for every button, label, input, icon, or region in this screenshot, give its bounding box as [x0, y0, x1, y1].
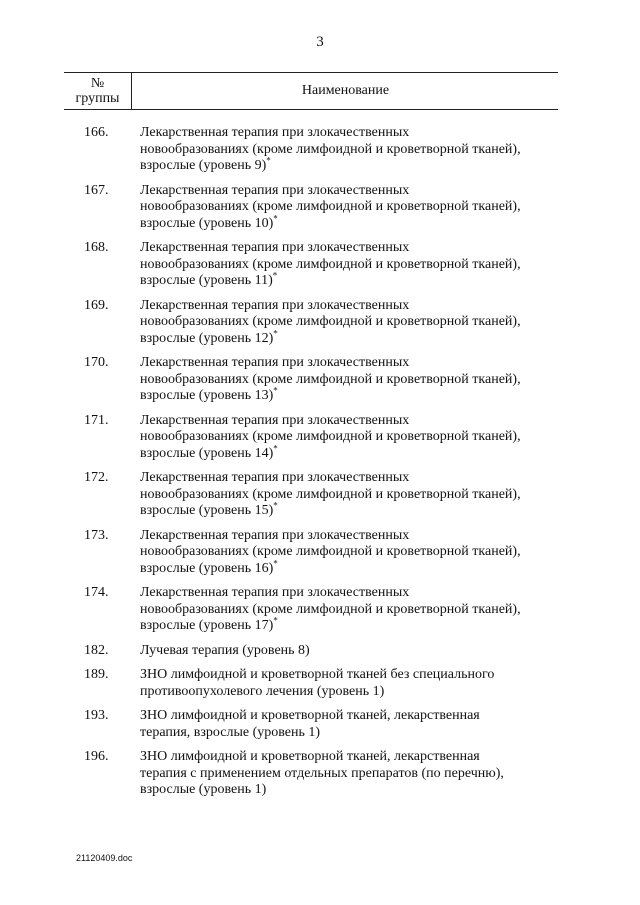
group-name: Лекарственная терапия при злокачественных новообразованиях (кроме лимфоидной и кроветворной тканей), взрослые (уровень 14): [140, 412, 521, 461]
group-name-cell: [140, 183, 558, 233]
table-row: [64, 470, 558, 520]
table-row: [64, 528, 558, 578]
group-number-column-header: № группы: [64, 73, 132, 109]
group-number: 196.: [84, 749, 109, 764]
group-name-cell: [140, 708, 558, 741]
footnote-marker: *: [272, 270, 278, 281]
name-column-header: Наименование: [301, 83, 390, 98]
group-number: 173.: [84, 527, 109, 543]
footnote-marker: *: [273, 557, 278, 568]
group-name-cell: [140, 240, 558, 290]
table-row: [64, 708, 558, 741]
footnote-marker: *: [273, 385, 278, 396]
document-filename: 21120409.doc: [76, 853, 133, 863]
table-row: [64, 667, 558, 700]
table-row: [64, 749, 558, 799]
group-name: Лекарственная терапия при злокачественных новообразованиях (кроме лимфоидной и кроветворной тканей), взрослые (уровень 17): [140, 585, 521, 633]
footnote-marker: *: [273, 327, 278, 338]
group-number: 169.: [84, 297, 109, 313]
group-name-cell: [140, 413, 558, 463]
table-row: [64, 240, 558, 290]
group-name: Лекарственная терапия при злокачественных новообразованиях (кроме лимфоидной и кроветворной тканей), взрослые (уровень 12): [140, 297, 521, 346]
group-name: Лучевая терапия (уровень 8): [140, 642, 310, 658]
group-name-cell: [140, 470, 558, 520]
group-name-cell: [140, 298, 558, 348]
group-number: 167.: [84, 182, 109, 198]
group-name-cell: [140, 585, 558, 635]
group-number: 170.: [84, 355, 109, 370]
group-name-cell: [140, 749, 558, 799]
group-name-cell: [140, 125, 558, 175]
group-name: Лекарственная терапия при злокачественных новообразованиях (кроме лимфоидной и кроветворной тканей), взрослые (уровень 16): [140, 527, 521, 576]
group-number: 168.: [84, 240, 109, 255]
group-name-cell: [140, 528, 558, 578]
table-row: [64, 125, 558, 175]
table-row: [64, 413, 558, 463]
group-name-cell: [140, 667, 558, 700]
footnote-marker: *: [273, 212, 278, 223]
table-row: [64, 298, 558, 348]
group-number: 189.: [84, 667, 109, 682]
group-name: Лекарственная терапия при злокачественных новообразованиях (кроме лимфоидной и кроветворной тканей), взрослые (уровень 10): [140, 182, 521, 231]
table-row: [64, 183, 558, 233]
group-name: Лекарственная терапия при злокачественных новообразованиях (кроме лимфоидной и кроветворной тканей), взрослые (уровень 9): [140, 125, 521, 173]
page-number: 3: [316, 34, 324, 50]
group-number: 166.: [84, 125, 109, 140]
table-body: [64, 125, 558, 807]
footnote-marker: *: [273, 442, 278, 453]
group-number: 182.: [84, 642, 109, 658]
footnote-marker: *: [266, 155, 271, 166]
group-name-cell: [140, 643, 558, 660]
group-name-cell: [140, 355, 558, 405]
group-number: 171.: [84, 412, 109, 428]
footnote-marker: *: [273, 500, 278, 511]
table-header: [64, 72, 558, 110]
group-name: ЗНО лимфоидной и кроветворной тканей, лекарственная терапия с применением отдельных препаратов (по перечню), взрослые (уровень 1): [140, 749, 504, 797]
group-name: ЗНО лимфоидной и кроветворной тканей, лекарственная терапия, взрослые (уровень 1): [140, 708, 480, 740]
group-name: Лекарственная терапия при злокачественных новообразованиях (кроме лимфоидной и кроветворной тканей), взрослые (уровень 13): [140, 355, 521, 403]
table-row: [64, 585, 558, 635]
group-number: 174.: [84, 585, 109, 600]
group-name: ЗНО лимфоидной и кроветворной тканей без специального противоопухолевого лечения (уровень 1): [140, 667, 495, 699]
group-number: 172.: [84, 470, 109, 485]
table-row: [64, 643, 558, 660]
table-row: [64, 355, 558, 405]
footnote-marker: *: [273, 615, 278, 626]
group-number: 193.: [84, 708, 109, 723]
group-name: Лекарственная терапия при злокачественных новообразованиях (кроме лимфоидной и кроветворной тканей), взрослые (уровень 15): [140, 470, 521, 518]
group-name: Лекарственная терапия при злокачественных новообразованиях (кроме лимфоидной и кроветворной тканей), взрослые (уровень 11): [140, 240, 521, 288]
